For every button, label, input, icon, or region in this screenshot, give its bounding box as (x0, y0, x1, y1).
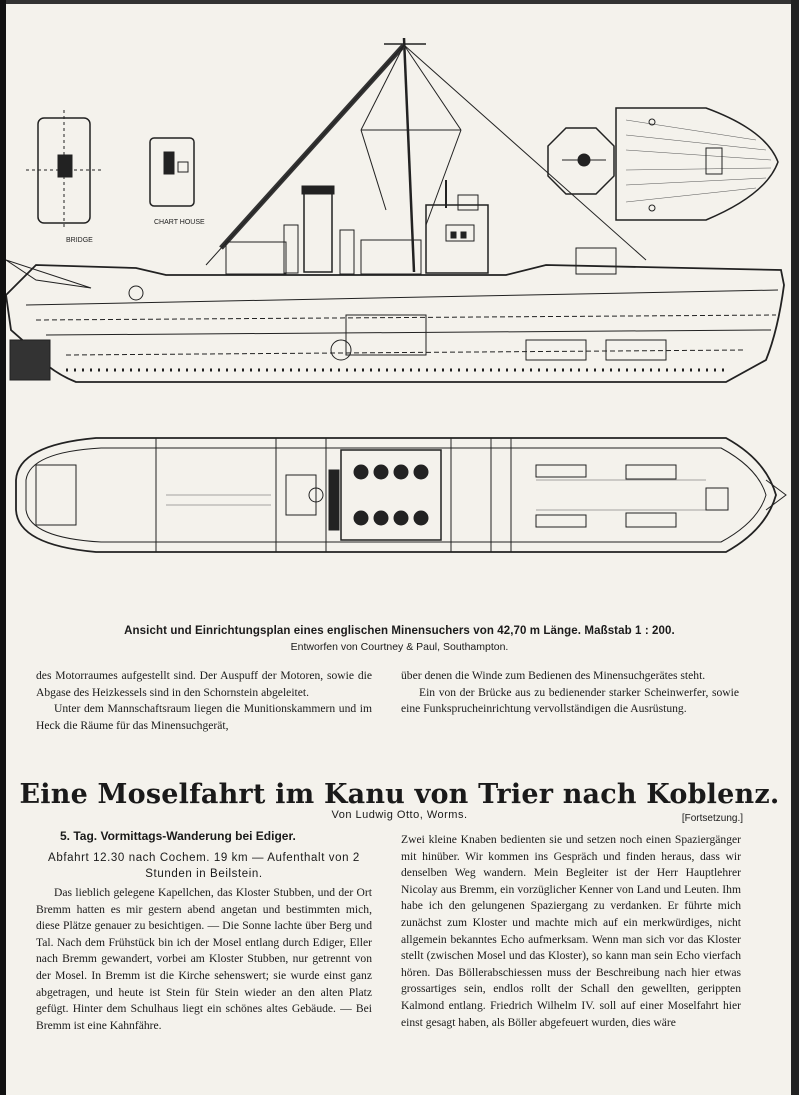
section-info: Abfahrt 12.30 nach Cochem. 19 km — Aufenthalt von 2 Stunden in Beilstein. (48, 852, 360, 880)
caption-credit: Entworfen von Courtney & Paul, Southampton. (290, 641, 509, 653)
deck-plan (16, 438, 786, 552)
article-column-2 (401, 832, 741, 1031)
article-title: Eine Moselfahrt im Kanu von Trier nach Koblenz. (19, 779, 780, 810)
top-scan-edge (0, 0, 799, 4)
chart-house-plan (150, 138, 194, 206)
section-heading: 5. Tag. Vormittags-Wanderung bei Ediger. (60, 829, 296, 843)
article-byline: Von Ludwig Otto, Worms. (331, 809, 468, 821)
upper-text-column-2 (401, 668, 739, 718)
chart-house-label: CHART HOUSE (154, 219, 205, 226)
article-column-1 (36, 885, 372, 1034)
paragraph: Unter dem Mannschaftsraum liegen die Munitionskammern und im Heck die Räume für das Minensuchgerät, (36, 702, 372, 732)
paragraph: Zwei kleine Knaben bedienten sie und setzen noch einen Spaziergänger mit hinüber. Wir kommen ins Gespräch und finden heraus, dass wir denselben Weg wandern. Mein Begleiter ist der Herr Hauptlehrer Nicolay aus Bremm, ein vorzüglicher Kenner von Land und Leuten. Ihm habe ich den gelungenen Spaziergang zu verdanken. Er führte mich zunächst zum Kloster und machte mich auf ein merkwürdiges, nicht allgemein bekanntes Echo aufmerksam. Wenn man sich vor das Kloster stellt (zwischen Mosel und das Kloster), so kann man sein Echo vierfach hören. Das Böllerabschiessen muss der Beschreibung nach hier etwas grossartiges sein, endlos rollt der Schall den gewellten, gerippten Kalmond entlang. Friedrich Wilhelm IV. soll auf einer Moselfahrt hier einst gesagt haben, als Böller abgefeuert wurden, dies wäre (401, 833, 741, 1029)
bridge-plan (26, 110, 102, 230)
upper-text-column-1 (36, 668, 372, 734)
paragraph: über denen die Winde zum Bedienen des Minensuchgerätes steht. (401, 669, 706, 682)
ship-plan-drawing (6, 10, 791, 610)
caption-title: Ansicht und Einrichtungsplan eines englischen Minensuchers von 42,70 m Länge. (124, 625, 582, 637)
paragraph: des Motorraumes aufgestellt sind. Der Auspuff der Motoren, sowie die Abgase des Heizkessels sind in den Schornstein abgeleitet. (36, 669, 372, 699)
paragraph: Ein von der Brücke aus zu bedienender starker Scheinwerfer, sowie eine Funksprucheinrichtung vervollständigen die Ausrüstung. (401, 685, 739, 716)
forecastle-deck-plan (616, 108, 778, 220)
paragraph: Das lieblich gelegene Kapellchen, das Kloster Stubben, und der Ort Bremm hatten es mir gestern abend angetan und bestimmten mich, diese Plätze genauer zu besichtigen. — Die Sonne lachte über Berg und Tal. Nach dem Frühstück bin ich der Mosel entlang durch Ediger, Eller nach Bremm gewandert, vorbei am Kloster Stubben, nur getrennt von der Mosel. In Bremm ist die Kirche sehenswert; sie wurde einst ganz abgetragen, und heute ist Stein für Stein wieder an den alten Platz gefügt. Hinter dem Schulhaus liegt ein schönes altes Gebäude. — Bei Bremm ist eine Kahnfähre. (36, 886, 372, 1032)
continuation-note: [Fortsetzung.] (681, 813, 743, 824)
drawing-caption (0, 625, 799, 637)
hull-profile (6, 260, 784, 382)
superstructure (226, 180, 616, 274)
bridge-label: BRIDGE (66, 237, 93, 244)
right-scan-edge (791, 0, 799, 1095)
caption-scale: Maßstab 1 : 200. (584, 625, 675, 637)
